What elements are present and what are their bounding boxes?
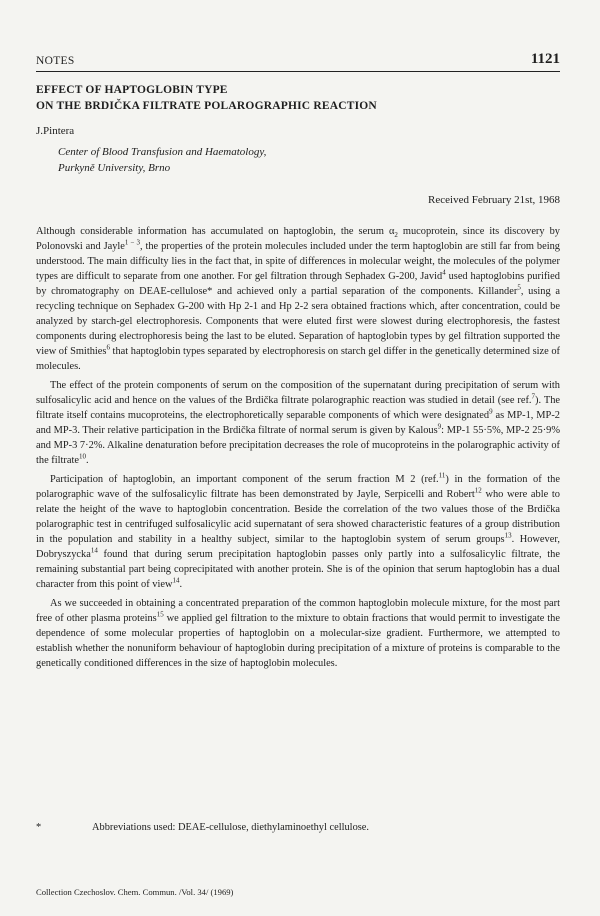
received-date: Received February 21st, 1968 — [428, 194, 560, 206]
paragraph-4: As we succeeded in obtaining a concentrated preparation of the common haptoglobin molecule mixture, for the most part free of other plasma proteins$^{15}$ we applied gel filtration to the mixture to obtain fractions that would permit to investigate the dependence of some molecular properties of haptoglobin on a molecular-size gradient. Furthermore, we attempted to establish whether the nonuniform behaviour of haptoglobin during precipitation of a mixture of proteins is comparable to the genetically conditioned differences in the size of haptoglobin molecules. — [36, 598, 560, 669]
footnote — [36, 822, 369, 833]
paragraph-2: The effect of the protein components of serum on the composition of the supernatant during precipitation of serum with sulfosalicylic acid and hence on the values of the Brdička filtrate polarographic reaction was studied in detail (see ref.$^7$). The filtrate itself contains mucoproteins, the electrophoretically separable components of which were designated$^9$ as MP-1, MP-2 and MP-3. Their relative participation in the Brdička filtrate of normal serum is given by Kalous$^9$: MP-1 55·5%, MP-2 25·9% and MP-3 7·2%. Alkaline denaturation before precipitation decreases the role of mucoproteins in the polarographic activity of the filtrate$^{10}$. — [36, 380, 561, 466]
section-label: NOTES — [36, 55, 75, 67]
footnote-mark: * — [36, 822, 42, 833]
title-line-1: EFFECT OF HAPTOGLOBIN TYPE — [36, 84, 228, 96]
article-title — [36, 82, 377, 114]
footnote-text: Abbreviations used: DEAE-cellulose, diethylaminoethyl cellulose. — [92, 822, 370, 833]
page-number: 1121 — [530, 51, 560, 67]
affiliation-line-1: Center of Blood Transfusion and Haematology, — [58, 146, 267, 158]
paragraph-1: Although considerable information has accumulated on haptoglobin, the serum $\alpha_2$ mucoprotein, since its discovery by Polonovski and Jayle$^{1 - 3}$, the properties of the protein molecules included under the term haptoglobin are still far from being understood. The main difficulty lies in the fact that, in spite of differences in molecular weight, the molecules of the polymer types are difficult to separate from one another. For gel filtration through Sephadex G-200, Javid$^4$ used haptoglobins purified by chromatography on DEAE-cellulose* and achieved only a partial separation of the components. Killander$^5$, using a recycling technique on Sephadex G-200 with Hp 2-1 and Hp 2-2 sera obtained fractions which, after concentration, could be analyzed by starch-gel electrophoresis. Components that were eluted first were slowest during electrophoresis, the fastest components during electrophoresis being the last to be eluted. Separation of haptoglobin types by gel filtration supported the view of Smithies$^6$ that haptoglobin types separated by electrophoresis on starch gel differ in the genetically determined size of molecules. — [36, 226, 561, 372]
article-body — [36, 224, 560, 675]
title-line-2: ON THE BRDIČKA FILTRATE POLAROGRAPHIC REACTION — [36, 100, 377, 112]
author-name: J.Pintera — [36, 125, 75, 137]
affiliation-line-2: Purkyně University, Brno — [58, 162, 171, 174]
paragraph-3: Participation of haptoglobin, an important component of the serum fraction M 2 (ref.$^{11}$) in the formation of the polarographic wave of the sulfosalicylic filtrate has been demonstrated by Jayle, Serpicelli and Robert$^{12}$ who were able to relate the height of the wave to haptoglobin concentration. Beside the correlation of the two values those of the Brdička polarographic test in centrifuged sulfosalicylic acid supernatant of sera showed characteristic features of a group distribution in the population and stability in a healthy subject, similar to the haptoglobin system of serum groups$^{13}$. However, Dobryszycka$^{14}$ found that during serum precipitation haptoglobin passes only partly into a sulfosalicylic filtrate, the remaining substantial part being coprecipitated with another protein. She is of the opinion that serum haptoglobin has a dual character from this point of view$^{14}$. — [36, 471, 560, 590]
affiliation — [58, 144, 266, 176]
header-rule — [36, 71, 560, 72]
journal-citation: Collection Czechoslov. Chem. Commun. /Vol. 34/ (1969) — [36, 887, 234, 897]
